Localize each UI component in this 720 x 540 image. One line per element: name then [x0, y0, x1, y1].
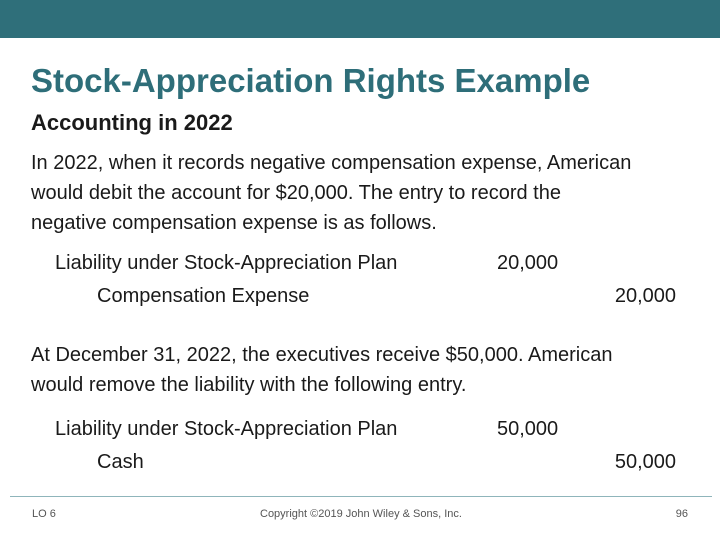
credit-amount: 50,000: [614, 451, 676, 473]
slide-title: Stock-Appreciation Rights Example: [31, 62, 591, 99]
paragraph-line: negative compensation expense is as follows.: [31, 212, 437, 234]
footer-divider: [10, 496, 712, 497]
paragraph-line: In 2022, when it records negative compensation expense, American: [31, 152, 632, 174]
paragraph-line: At December 31, 2022, the executives receive $50,000. American: [31, 344, 613, 366]
debit-account: Liability under Stock-Appreciation Plan: [55, 252, 398, 274]
credit-account: Cash: [97, 451, 144, 473]
paragraph-intro: [31, 148, 701, 238]
slide-subtitle: Accounting in 2022: [31, 110, 233, 135]
page-number: 96: [675, 508, 688, 520]
credit-account: Compensation Expense: [97, 285, 310, 307]
debit-amount: 50,000: [497, 418, 559, 440]
paragraph-line: would remove the liability with the following entry.: [31, 374, 467, 396]
learning-objective-label: LO 6: [32, 508, 56, 520]
debit-amount: 20,000: [497, 252, 559, 274]
paragraph-payout: [31, 340, 701, 400]
credit-amount: 20,000: [614, 285, 676, 307]
header-bar: [0, 0, 720, 38]
debit-account: Liability under Stock-Appreciation Plan: [55, 418, 398, 440]
copyright-notice: Copyright ©2019 John Wiley & Sons, Inc.: [260, 508, 462, 520]
paragraph-line: would debit the account for $20,000. The entry to record the: [31, 182, 561, 204]
